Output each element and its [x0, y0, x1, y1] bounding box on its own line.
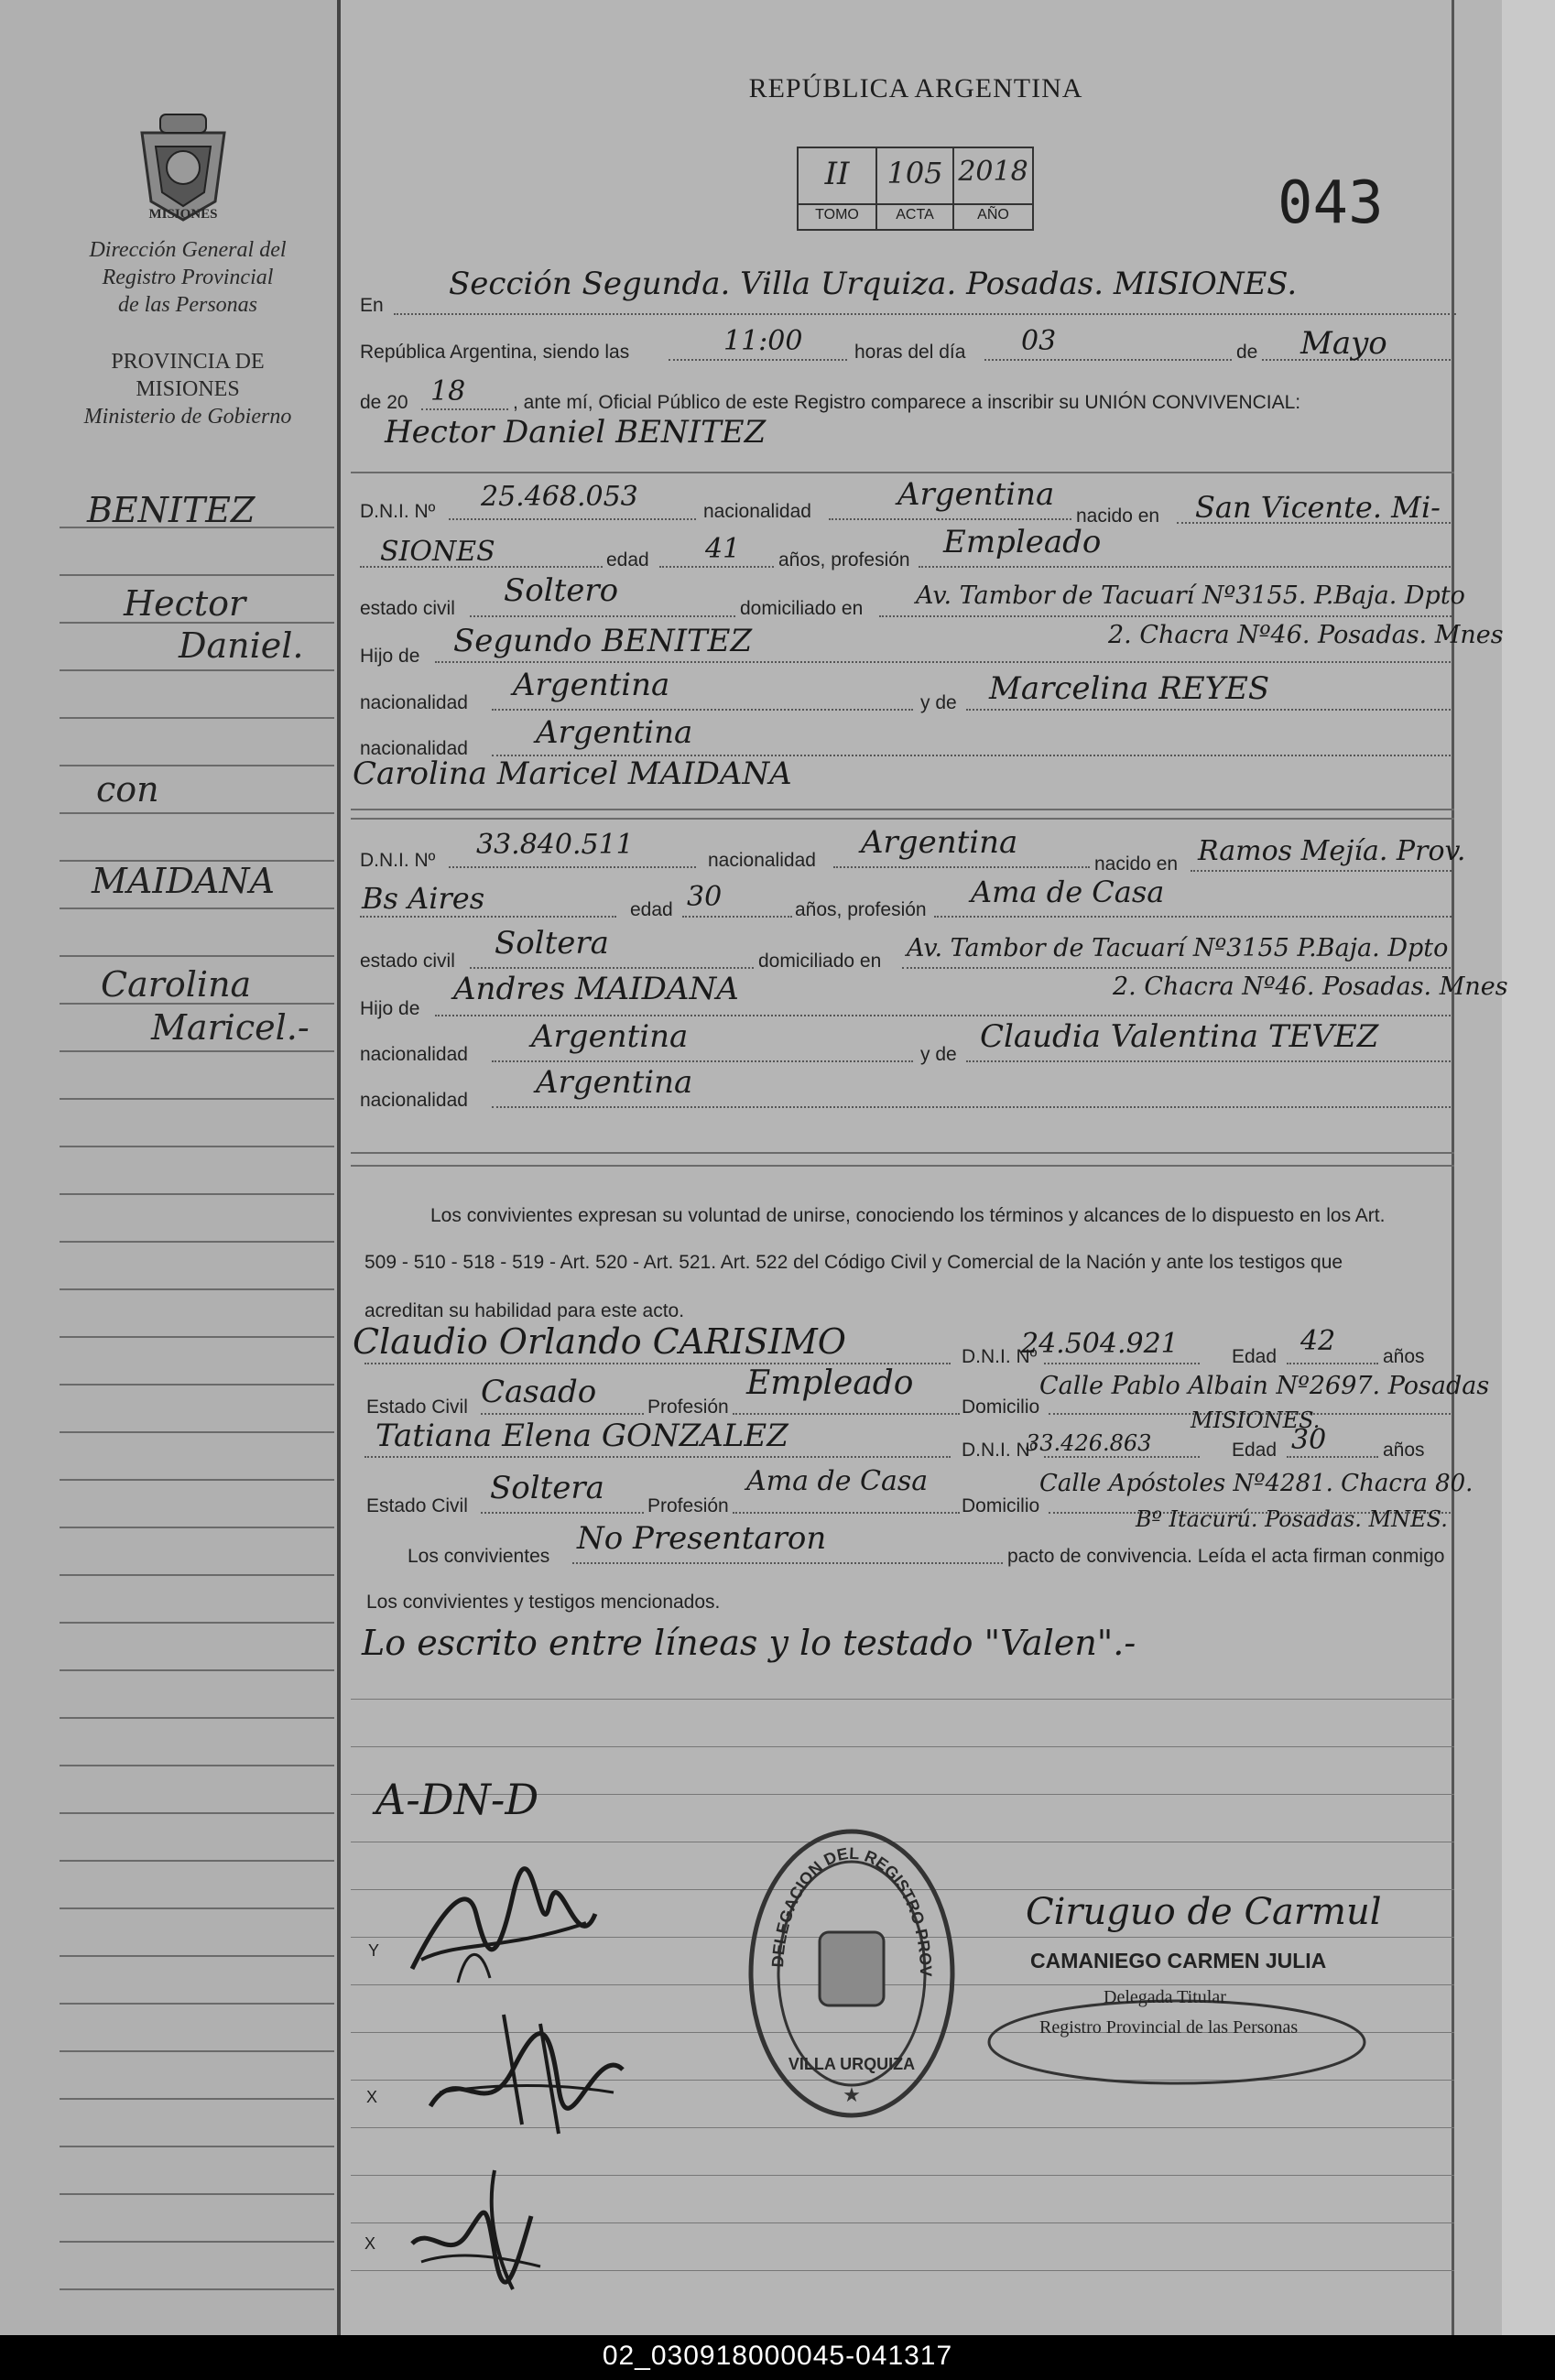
margin-rule-line: [60, 1384, 334, 1386]
witness2-years-label: años: [1383, 1440, 1425, 1461]
signature-convivient-2: [421, 2005, 632, 2143]
signature-convivient-1: [403, 1859, 604, 1996]
person1-mother-value: Marcelina REYES: [989, 670, 1270, 707]
witness2-civil-label: Estado Civil: [366, 1495, 468, 1516]
person1-dni-label: D.N.I. Nº: [360, 501, 436, 522]
margin-rule-line: [60, 717, 334, 719]
person2-birthplace-value-2: Bs Aires: [362, 881, 485, 916]
person2-father-nationality-value: Argentina: [531, 1018, 689, 1055]
margin-rule-line: [60, 1669, 334, 1671]
person2-civil-value: Soltera: [495, 925, 609, 962]
person1-father-nationality-value: Argentina: [513, 667, 670, 703]
margin-rule-line: [60, 1955, 334, 1957]
person2-dni-label: D.N.I. Nº: [360, 850, 436, 871]
signature-rule-line: [351, 1746, 1454, 1747]
person1-dni-value: 25.468.053: [481, 481, 638, 513]
signature-marker-y: Y: [368, 1941, 380, 1960]
hour-value: 11:00: [723, 325, 803, 357]
margin-rule-line: [60, 1336, 334, 1338]
person2-address-label: domiciliado en: [758, 951, 882, 972]
witness1-years-label: años: [1383, 1346, 1425, 1367]
margin-rule-line: [60, 1622, 334, 1624]
ministry-line: Ministerio de Gobierno: [83, 405, 292, 429]
stamp-text: DELEGACION DEL REGISTRO PROV: [768, 1843, 936, 1977]
anio-label: AÑO: [977, 207, 1009, 223]
witness1-profession-value: Empleado: [746, 1364, 914, 1402]
witness1-dni-label: D.N.I. Nº: [962, 1346, 1038, 1367]
margin-rule-line: [60, 2098, 334, 2100]
person1-child-of-label: Hijo de: [360, 646, 420, 667]
official-organization: Registro Provincial de las Personas: [1039, 2017, 1299, 2038]
person1-age-value: 41: [705, 533, 741, 565]
margin-given-2b: Maricel.-: [151, 1007, 310, 1048]
day-prefix: horas del día: [854, 342, 966, 363]
person1-father-value: Segundo BENITEZ: [453, 623, 753, 659]
margin-rule-line: [60, 955, 334, 957]
margin-rule-line: [60, 1907, 334, 1909]
person1-age-label: edad: [606, 549, 649, 571]
margin-rule-line: [60, 1717, 334, 1719]
witness2-profession-label: Profesión: [647, 1495, 729, 1516]
signature-marker-x2: X: [364, 2234, 376, 2253]
person2-mother-nationality-label: nacionalidad: [360, 1090, 468, 1111]
margin-rule-line: [60, 1241, 334, 1243]
directorate-line-1: Dirección General del: [89, 238, 287, 262]
person2-father-nationality-label: nacionalidad: [360, 1044, 468, 1065]
margin-rule-line: [60, 2288, 334, 2290]
margin-rule-line: [60, 1288, 334, 1290]
person2-age-value: 30: [687, 881, 723, 913]
official-signature: Ciruguo de Carmul: [1026, 1891, 1382, 1933]
margin-rule-line: [60, 1050, 334, 1052]
acta-value: 105: [886, 156, 943, 190]
acta-number: 043: [1278, 169, 1384, 237]
person1-nationality-value: Argentina: [897, 476, 1055, 513]
appear-text: , ante mí, Oficial Público de este Registro comparece a inscribir su UNIÓN CONVIVENCIAL:: [513, 392, 1301, 413]
margin-rule-line: [60, 812, 334, 814]
margin-rule-line: [60, 1479, 334, 1481]
signature-rule-line: [351, 1699, 1454, 1700]
margin-rule-line: [60, 2241, 334, 2243]
person2-age-label: edad: [630, 899, 673, 920]
witness2-address-label: Domicilio: [962, 1495, 1040, 1516]
person2-dni-value: 33.840.511: [476, 829, 634, 861]
witness1-name: Claudio Orlando CARISIMO: [353, 1321, 846, 1362]
margin-rule-line: [60, 1812, 334, 1814]
initials: A-DN-D: [375, 1775, 539, 1824]
witness1-age-label: Edad: [1232, 1346, 1278, 1367]
republic-title: REPÚBLICA ARGENTINA: [748, 73, 1083, 103]
pact-prefix: Los convivientes: [408, 1546, 550, 1567]
person2-mother-nationality-value: Argentina: [536, 1064, 693, 1101]
pact-line-2: Los convivientes y testigos mencionados.: [366, 1592, 721, 1613]
en-value: Sección Segunda. Villa Urquiza. Posadas. MISIONES.: [449, 266, 1298, 302]
left-column-divider: [337, 0, 341, 2335]
person1-and-of-label: y de: [920, 692, 957, 713]
witness1-profession-label: Profesión: [647, 1396, 729, 1418]
margin-rule-line: [60, 2003, 334, 2005]
tomo-label: TOMO: [815, 207, 859, 223]
person2-fullname: Carolina Maricel MAIDANA: [353, 755, 792, 792]
witness1-civil-label: Estado Civil: [366, 1396, 468, 1418]
person1-birthplace-value: San Vicente. Mi-: [1195, 490, 1441, 525]
acta-label: ACTA: [896, 207, 934, 223]
witness1-address-value-2: MISIONES.: [1191, 1407, 1321, 1433]
witness1-civil-value: Casado: [481, 1374, 597, 1410]
witness2-name: Tatiana Elena GONZALEZ: [375, 1418, 788, 1454]
declaration-line-3: acreditan su habilidad para este acto.: [364, 1300, 685, 1321]
margin-given-1b: Daniel.: [179, 625, 304, 666]
official-title: Delegada Titular: [1104, 1987, 1226, 2007]
margin-rule-line: [60, 1193, 334, 1195]
person1-civil-label: estado civil: [360, 598, 455, 619]
declaration-line-2: 509 - 510 - 518 - 519 - Art. 520 - Art. 521. Art. 522 del Código Civil y Comercial de la Nación y ante los testigos que: [364, 1252, 1343, 1273]
person2-nationality-value: Argentina: [861, 824, 1018, 861]
margin-rule-line: [60, 2146, 334, 2147]
person2-child-of-label: Hijo de: [360, 998, 420, 1019]
person2-birthplace-label: nacido en: [1094, 853, 1179, 875]
witness2-dni-value: 33.426.863: [1026, 1430, 1152, 1456]
en-label: En: [360, 295, 384, 316]
person1-mother-nationality-label: nacionalidad: [360, 738, 468, 759]
person2-birthplace-value: Ramos Mejía. Prov.: [1198, 835, 1466, 867]
person1-profession-label: años, profesión: [778, 549, 910, 571]
person1-birthplace-value-2: SIONES: [380, 536, 495, 568]
margin-rule-line: [60, 2050, 334, 2052]
margin-given-2a: Carolina: [101, 964, 252, 1005]
margin-surname-2: MAIDANA: [92, 861, 275, 901]
directorate-line-3: de las Personas: [118, 293, 257, 317]
margin-rule-line: [60, 1098, 334, 1100]
witness2-address-value-2: Bº Itacurú. Posadas. MNES.: [1136, 1506, 1448, 1532]
person2-and-of-label: y de: [920, 1044, 957, 1065]
scan-footer-code: 02_030918000045-041317: [602, 2341, 953, 2371]
official-stamp: [742, 1822, 962, 2125]
margin-rule-line: [60, 574, 334, 576]
witness2-age-value: 30: [1291, 1424, 1327, 1456]
day-value: 03: [1021, 325, 1057, 357]
person1-mother-nationality-value: Argentina: [536, 714, 693, 751]
witness2-address-value: Calle Apóstoles Nº4281. Chacra 80.: [1039, 1470, 1473, 1497]
person1-civil-value: Soltero: [504, 572, 619, 609]
signature-witness: [394, 2161, 559, 2298]
person1-fullname: Hector Daniel BENITEZ: [385, 414, 767, 451]
left-margin-rules: [60, 0, 334, 2335]
official-name: CAMANIEGO CARMEN JULIA: [1030, 1949, 1327, 1972]
witness2-civil-value: Soltera: [490, 1470, 604, 1506]
person2-profession-label: años, profesión: [795, 899, 927, 920]
pact-value: No Presentaron: [577, 1520, 827, 1557]
directorate-line-2: Registro Provincial: [102, 266, 274, 289]
margin-rule-line: [60, 1574, 334, 1576]
person2-civil-label: estado civil: [360, 951, 455, 972]
witness2-age-label: Edad: [1232, 1440, 1278, 1461]
person2-address-value-2: 2. Chacra Nº46. Posadas. Mnes: [1113, 973, 1508, 1001]
province-line-2: MISIONES: [136, 377, 240, 401]
person2-father-value: Andres MAIDANA: [453, 971, 739, 1007]
hour-prefix: República Argentina, siendo las: [360, 342, 630, 363]
witness1-dni-value: 24.504.921: [1021, 1328, 1179, 1360]
margin-rule-line: [60, 765, 334, 766]
annotation-note: Lo escrito entre líneas y lo testado "Valen".-: [362, 1623, 1136, 1663]
month-value: Mayo: [1300, 325, 1387, 362]
person1-address-label: domiciliado en: [740, 598, 864, 619]
person2-nationality-label: nacionalidad: [708, 850, 816, 871]
margin-rule-line: [60, 2193, 334, 2195]
signature-marker-x1: X: [366, 2088, 378, 2106]
margin-surname-1: BENITEZ: [87, 490, 256, 530]
declaration-line-1: Los convivientes expresan su voluntad de unirse, conociendo los términos y alcances de lo dispuesto en los Art.: [430, 1205, 1386, 1226]
margin-rule-line: [60, 1431, 334, 1433]
witness1-address-label: Domicilio: [962, 1396, 1040, 1418]
year-value: 18: [430, 375, 466, 408]
margin-rule-line: [60, 907, 334, 909]
svg-text:★: ★: [843, 2084, 861, 2107]
witness1-address-value: Calle Pablo Albain Nº2697. Posadas: [1039, 1372, 1490, 1400]
province-line-1: PROVINCIA DE: [111, 350, 265, 374]
month-prefix: de: [1236, 342, 1258, 363]
margin-rule-line: [60, 669, 334, 671]
margin-rule-line: [60, 1765, 334, 1766]
pact-suffix: pacto de convivencia. Leída el acta firman conmigo: [1007, 1546, 1445, 1567]
witness2-profession-value: Ama de Casa: [746, 1465, 929, 1497]
person1-address-value: Av. Tambor de Tacuarí Nº3155. P.Baja. Dpto: [916, 581, 1465, 610]
person2-mother-value: Claudia Valentina TEVEZ: [980, 1018, 1379, 1055]
person2-profession-value: Ama de Casa: [971, 875, 1165, 909]
year-prefix: de 20: [360, 392, 408, 413]
person2-address-value: Av. Tambor de Tacuarí Nº3155 P.Baja. Dpto: [907, 934, 1449, 962]
person1-address-value-2: 2. Chacra Nº46. Posadas. Mnes: [1108, 621, 1504, 649]
margin-given-1a: Hector: [124, 583, 246, 624]
tomo-value: II: [824, 156, 850, 192]
anio-value: 2018: [958, 156, 1028, 188]
person1-profession-value: Empleado: [943, 524, 1102, 560]
margin-rule-line: [60, 1860, 334, 1862]
stamp-bottom-text: VILLA URQUIZA: [788, 2055, 916, 2073]
binding-strip: [1502, 0, 1555, 2335]
seal-label: MISIONES: [148, 207, 218, 222]
witness1-age-value: 42: [1300, 1325, 1336, 1357]
margin-con: con: [96, 769, 159, 810]
person1-father-nationality-label: nacionalidad: [360, 692, 468, 713]
person1-birthplace-label: nacido en: [1076, 505, 1160, 527]
person1-nationality-label: nacionalidad: [703, 501, 811, 522]
witness2-dni-label: D.N.I. Nº: [962, 1440, 1038, 1461]
margin-rule-line: [60, 1146, 334, 1147]
margin-rule-line: [60, 1527, 334, 1528]
